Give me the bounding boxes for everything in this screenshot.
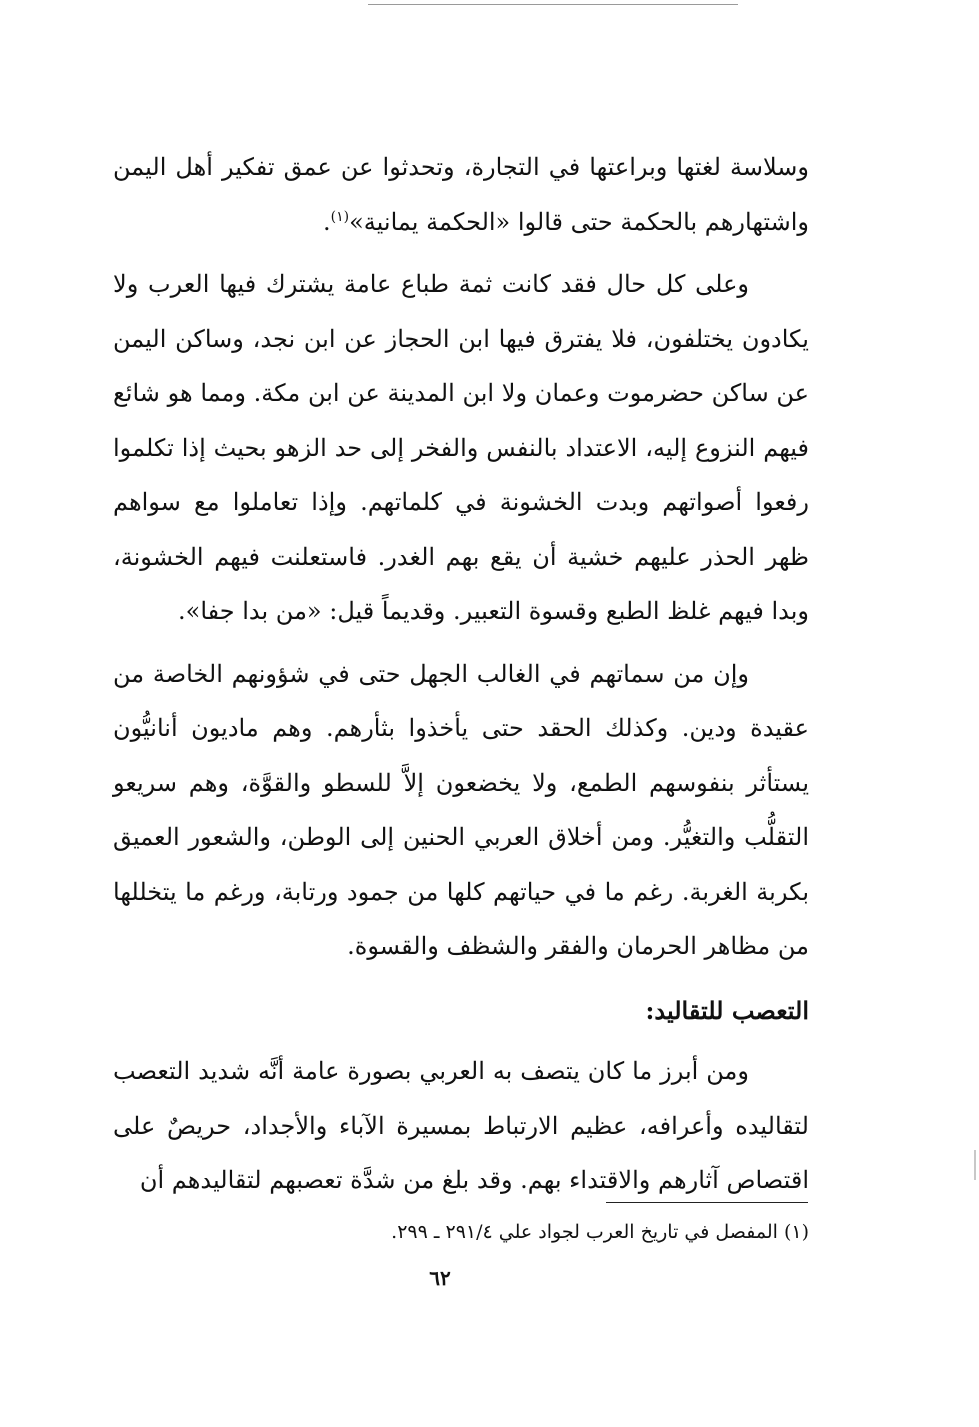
page-body [113, 140, 809, 1208]
paragraph-2: وعلى كل حال فقد كانت ثمة طباع عامة يشترك فيها العرب ولا يكادون يختلفون، فلا يفترق فيها ابن الحجاز عن ابن نجد، وساكن اليمن عن ساكن حضرموت وعمان ولا ابن المدينة عن ابن مكة. ومما هو شائع فيهم النزوع إليه، الاعتداد بالنفس والفخر إلى حد الزهو بحيث إذا تكلموا رفعوا أصواتهم وبدت الخشونة في كلماتهم. وإذا تعاملوا مع سواهم ظهر الحذر عليهم خشية أن يقع بهم الغدر. فاستعلنت فيهم الخشونة، وبدا فيهم غلظ الطبع وقسوة التعبير. وقديماً قيل: «من بدا جفا». [113, 270, 809, 625]
footnote-reference[interactable]: (١) [330, 208, 350, 225]
page-number: ٦٢ [429, 1266, 451, 1290]
footnote: (١) المفصل في تاريخ العرب لجواد علي ٢٩١/٤ ـ ٢٩٩. [391, 1221, 809, 1243]
paragraph-4: ومن أبرز ما كان يتصف به العربي بصورة عامة أنَّه شديد التعصب لتقاليده وأعرافه، عظيم الارتباط بمسيرة الآباء والأجداد، حريصٌ على اقتصاص آثارهم والاقتداء بهم. وقد بلغ من شدَّة تعصبهم لتقاليدهم أن [113, 1057, 809, 1194]
section-heading: التعصب للتقاليد: [645, 995, 809, 1025]
paragraph-3: وإن من سماتهم في الغالب الجهل حتى في شؤونهم الخاصة من عقيدة ودين. وكذلك الحقد حتى يأخذوا بثأرهم. وهم ماديون أنانيُّون يستأثر بنفوسهم الطمع، ولا يخضعون إلاَّ للسطو والقوَّة، وهم سريعو التقلُّب والتغيُّر. ومن أخلاق العربي الحنين إلى الوطن، والشعور العميق بكربة الغربة. رغم ما في حياتهم كلها من جمود ورتابة، ورغم ما يتخللها من مظاهر الحرمان والفقر والشظف والقسوة. [113, 659, 809, 960]
paragraph-1-text: وسلاسة لغتها وبراعتها في التجارة، وتحدثوا عن عمق تفكير أهل اليمن واشتهارهم بالحكمة حتى قالوا «الحكمة يمانية» [113, 153, 810, 236]
paragraph-1 [113, 140, 809, 249]
scan-edge-mark [974, 1150, 976, 1180]
footnote-divider [606, 1202, 808, 1203]
top-rule [368, 4, 738, 5]
paragraph-1-tail: . [323, 207, 331, 236]
